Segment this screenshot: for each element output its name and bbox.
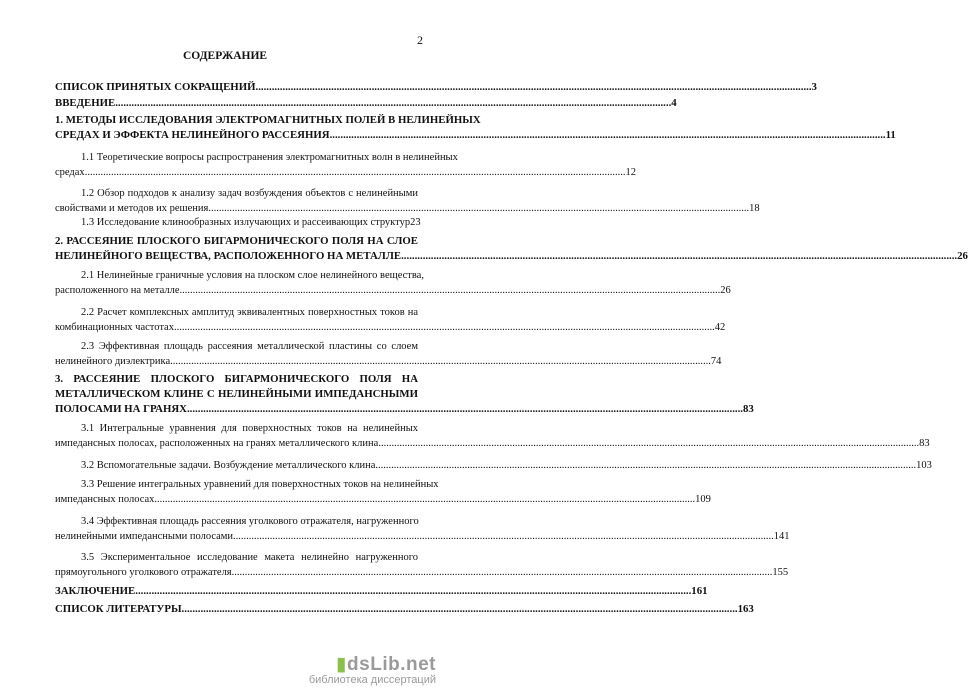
toc-page-number: 3 — [811, 81, 817, 93]
leader-dots — [232, 565, 773, 580]
toc-entry-text: нелинейного диэлектрика — [55, 356, 171, 367]
toc-page-number: 155 — [772, 567, 789, 578]
leader-dots — [256, 80, 812, 95]
toc-entry-section-2-2[interactable] — [55, 305, 726, 335]
toc-entry-text: 3.4 Эффективная площадь рассеяния уголкового отражателя, нагруженного — [81, 516, 419, 527]
toc-entry-section-3-4[interactable] — [55, 514, 790, 544]
dslib-logo: ▮dsLib.net — [336, 654, 436, 675]
toc-entry-section-3-5[interactable] — [55, 550, 789, 580]
toc-entry-text: 2.1 Нелинейные граничные условия на плоском слое нелинейного вещества, — [81, 270, 424, 281]
toc-page-number: 11 — [885, 129, 896, 141]
toc-page-number: 83 — [919, 438, 930, 449]
toc-entry-text: СПИСОК ПРИНЯТЫХ СОКРАЩЕНИЙ — [55, 81, 256, 93]
toc-page-number: 83 — [743, 403, 754, 415]
toc-entry-abbreviations[interactable] — [55, 80, 817, 95]
toc-entry-text: СРЕДАХ И ЭФФЕКТА НЕЛИНЕЙНОГО РАССЕЯНИЯ — [55, 129, 330, 141]
toc-entry-text: 1.2 Обзор подходов к анализу задач возбуждения объектов с нелинейными — [81, 188, 418, 199]
toc-entry-text: комбинационных частотах — [55, 322, 174, 333]
page-number: 2 — [417, 33, 423, 47]
toc-entry-section-3-1[interactable] — [55, 421, 930, 451]
toc-entry-references[interactable] — [55, 602, 754, 617]
leader-dots — [330, 128, 886, 143]
dslib-watermark — [309, 653, 436, 686]
toc-entry-text: НЕЛИНЕЙНОГО ВЕЩЕСТВА, РАСПОЛОЖЕННОГО НА МЕТАЛЛЕ — [55, 250, 402, 262]
leader-dots — [115, 96, 671, 111]
logo-main: dsLib — [347, 654, 401, 675]
toc-entry-text: ПОЛОСАМИ НА ГРАНЯХ — [55, 403, 187, 415]
leader-dots — [85, 165, 626, 180]
toc-entry-text: импедансных полосах — [55, 494, 155, 505]
toc-entry-section-2-3[interactable] — [55, 339, 722, 369]
toc-entry-text: СПИСОК ЛИТЕРАТУРЫ — [55, 603, 182, 615]
leader-dots — [135, 584, 691, 599]
toc-entry-section-1-1[interactable] — [55, 150, 636, 180]
toc-entry-section-3-3[interactable] — [55, 477, 711, 507]
toc-entry-text: 2.3 Эффективная площадь рассеяния металлической пластины со слоем — [81, 341, 418, 352]
toc-page-number: 23 — [410, 217, 421, 228]
leader-dots — [375, 458, 916, 473]
toc-entry-text: ЗАКЛЮЧЕНИЕ — [55, 585, 136, 597]
page-title: СОДЕРЖАНИЕ — [182, 50, 268, 62]
leader-dots — [187, 402, 743, 417]
toc-entry-text: 3.1 Интегральные уравнения для поверхностных токов на нелинейных — [81, 423, 418, 434]
leader-dots — [208, 201, 749, 216]
toc-entry-text: нелинейными импедансными полосами — [55, 531, 234, 542]
toc-entry-conclusion[interactable] — [55, 584, 708, 599]
logo-tld: .net — [400, 654, 436, 675]
toc-entry-text: 1.1 Теоретические вопросы распространения электромагнитных волн в нелинейных — [81, 152, 458, 163]
toc-page-number: 26 — [720, 285, 731, 296]
toc-entry-text: 3.5 Экспериментальное исследование макета нелинейно нагруженного — [81, 552, 418, 563]
watermark-subtitle: библиотека диссертаций — [308, 674, 436, 686]
toc-entry-text: свойствами и методов их решения — [55, 203, 209, 214]
toc-page-number: 26 — [957, 250, 968, 262]
toc-entry-section-1-2[interactable] — [55, 186, 760, 216]
toc-entry-chapter-3[interactable] — [55, 372, 754, 417]
toc-entry-chapter-2[interactable] — [55, 234, 968, 264]
leader-dots — [401, 249, 957, 264]
toc-page-number: 163 — [737, 603, 754, 615]
leader-dots — [233, 529, 774, 544]
toc-entry-text: 2. РАССЕЯНИЕ ПЛОСКОГО БИГАРМОНИЧЕСКОГО ПОЛЯ НА СЛОЕ — [55, 235, 418, 247]
toc-page-number: 4 — [671, 97, 677, 109]
toc-entry-section-3-2[interactable] — [55, 458, 932, 473]
toc-entry-text: ВВЕДЕНИЕ — [55, 97, 116, 109]
toc-page-number: 141 — [773, 531, 790, 542]
toc-entry-text: средах — [55, 167, 85, 178]
toc-entry-chapter-1[interactable] — [55, 113, 896, 143]
leader-dots — [170, 354, 711, 369]
toc-page-number: 74 — [710, 356, 722, 367]
toc-entry-text: импедансных полосах, расположенных на гранях металлического клина — [55, 438, 379, 449]
leader-dots — [174, 320, 715, 335]
leader-dots — [154, 492, 695, 507]
toc-page-number: 18 — [749, 203, 760, 214]
toc-entry-text: расположенного на металле — [55, 285, 180, 296]
toc-entry-text: 3.2 Вспомогательные задачи. Возбуждение металлического клина — [81, 460, 376, 471]
toc-entry-text: МЕТАЛЛИЧЕСКОМ КЛИНЕ С НЕЛИНЕЙНЫМИ ИМПЕДАНСНЫМИ — [55, 388, 418, 400]
toc-page-number: 161 — [691, 585, 708, 597]
toc-entry-text: 1.3 Исследование клинообразных излучающих и рассеивающих структур — [81, 217, 411, 228]
toc-entry-text: прямоугольного уголкового отражателя — [55, 567, 232, 578]
toc-entry-introduction[interactable] — [55, 96, 677, 111]
toc-entry-text: 2.2 Расчет комплексных амплитуд эквивалентных поверхностных токов на — [81, 307, 418, 318]
toc-entry-text: 1. МЕТОДЫ ИССЛЕДОВАНИЯ ЭЛЕКТРОМАГНИТНЫХ ПОЛЕЙ В НЕЛИНЕЙНЫХ — [55, 114, 481, 126]
toc-page-number: 12 — [625, 167, 636, 178]
toc-page-number: 42 — [714, 322, 726, 333]
toc-entry-section-2-1[interactable] — [55, 268, 731, 298]
toc-page-number: 103 — [916, 460, 932, 471]
toc-entry-section-1-3[interactable] — [55, 215, 421, 230]
leader-dots — [180, 283, 721, 298]
toc-page-number: 109 — [695, 494, 711, 505]
leader-dots — [378, 436, 919, 451]
toc-entry-text: 3.3 Решение интегральных уравнений для поверхностных токов на нелинейных — [81, 479, 439, 490]
leader-dots — [182, 602, 738, 617]
toc-entry-text: 3. РАССЕЯНИЕ ПЛОСКОГО БИГАРМОНИЧЕСКОГО ПОЛЯ НА — [55, 373, 418, 385]
